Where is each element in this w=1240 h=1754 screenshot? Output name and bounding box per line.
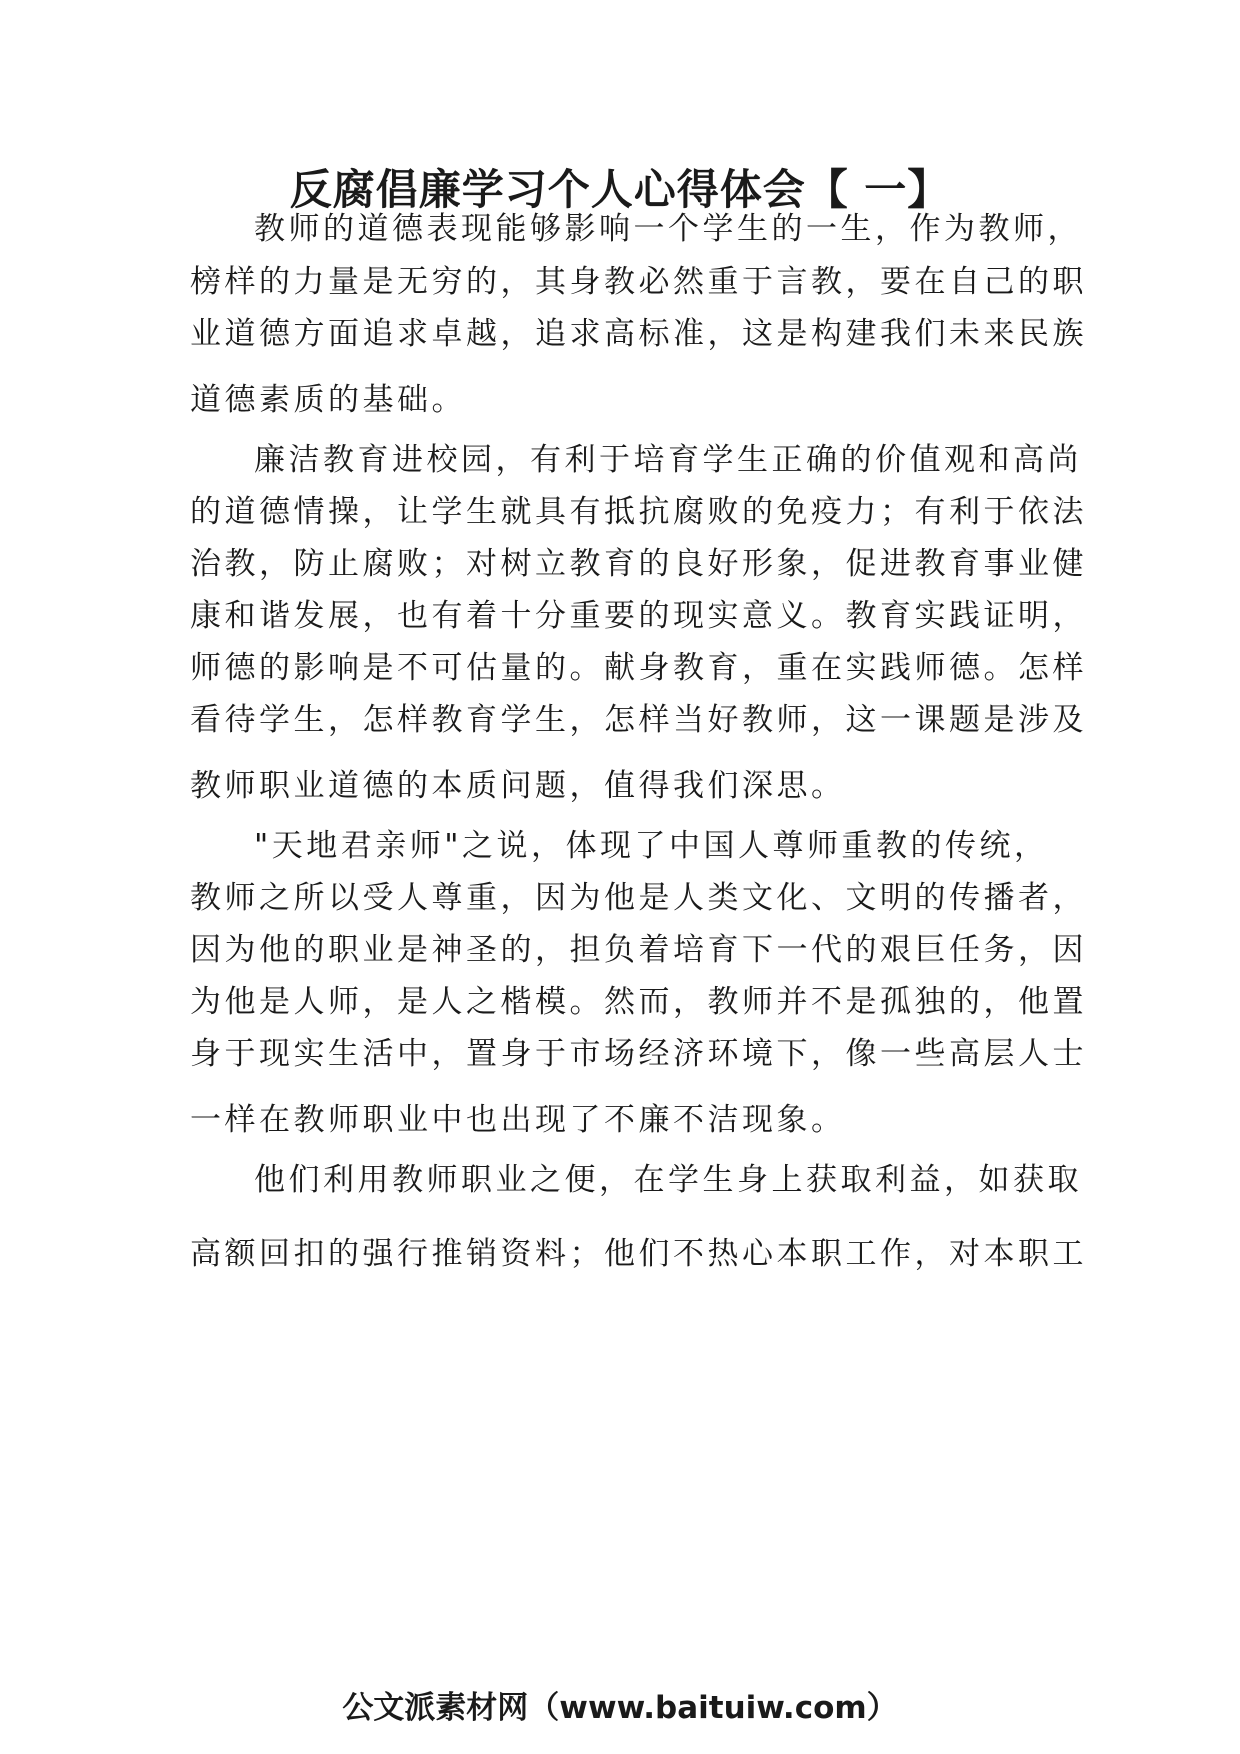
paragraph-1-line-1: 教师的道德表现能够影响一个学生的一生，作为教师， (254, 211, 1082, 247)
paragraph-3-line-1: "天地君亲师"之说，体现了中国人尊师重教的传统， (254, 828, 1049, 864)
paragraph-2-line-1: 廉洁教育进校园，有利于培育学生正确的价值观和高尚 (254, 442, 1082, 478)
paragraph-1-line-3: 业道德方面追求卓越，追求高标准，这是构建我们未来民族 (190, 316, 1087, 352)
paragraph-4-line-2: 高额回扣的强行推销资料；他们不热心本职工作，对本职工 (190, 1236, 1087, 1272)
paragraph-3-line-2: 教师之所以受人尊重，因为他是人类文化、文明的传播者， (190, 880, 1087, 916)
paragraph-4-line-1: 他们利用教师职业之便，在学生身上获取利益，如获取 (254, 1162, 1082, 1198)
document-title: 反腐倡廉学习个人心得体会【 一】 (289, 165, 951, 214)
paragraph-1-line-2: 榜样的力量是无穷的，其身教必然重于言教，要在自己的职 (190, 264, 1087, 300)
paragraph-2-line-4: 康和谐发展，也有着十分重要的现实意义。教育实践证明， (190, 598, 1087, 634)
paragraph-3-line-4: 为他是人师，是人之楷模。然而，教师并不是孤独的，他置 (190, 984, 1087, 1020)
paragraph-2-line-3: 治教，防止腐败；对树立教育的良好形象，促进教育事业健 (190, 546, 1087, 582)
paragraph-2-line-6: 看待学生，怎样教育学生，怎样当好教师，这一课题是涉及 (190, 702, 1087, 738)
paragraph-2-line-2: 的道德情操，让学生就具有抵抗腐败的免疫力；有利于依法 (190, 494, 1087, 530)
paragraph-2-line-7: 教师职业道德的本质问题，值得我们深思。 (190, 768, 846, 804)
paragraph-2-line-5: 师德的影响是不可估量的。献身教育，重在实践师德。怎样 (190, 650, 1087, 686)
paragraph-3-line-6: 一样在教师职业中也出现了不廉不洁现象。 (190, 1102, 846, 1138)
paragraph-1-line-4: 道德素质的基础。 (190, 382, 466, 418)
footer-watermark: 公文派素材网（www.baituiw.com） (342, 1690, 898, 1726)
paragraph-3-line-3: 因为他的职业是神圣的，担负着培育下一代的艰巨任务，因 (190, 932, 1087, 968)
paragraph-3-line-5: 身于现实生活中，置身于市场经济环境下，像一些高层人士 (190, 1036, 1087, 1072)
